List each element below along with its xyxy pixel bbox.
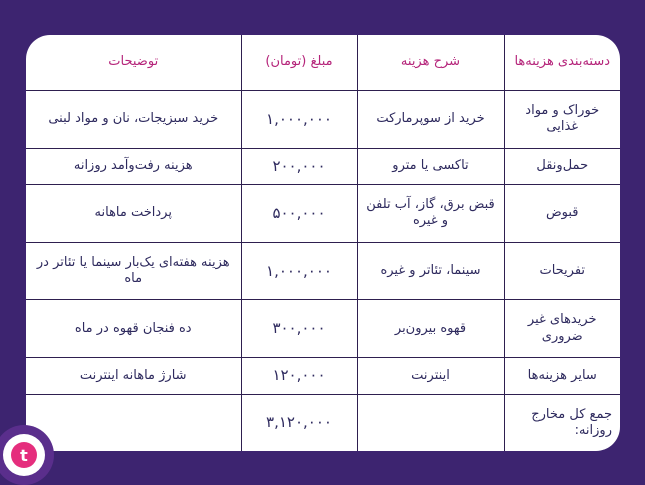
total-description [357,394,504,451]
table-row [26,185,620,243]
brand-logo-icon: t [11,442,37,468]
cell-amount: ۱,۰۰۰,۰۰۰ [241,91,357,149]
table-row [26,300,620,358]
total-row [26,394,620,451]
expense-table [26,35,620,451]
cell-category: خوراک و مواد غذایی [504,91,620,149]
cell-description: قهوه بیرون‌بر [357,300,504,358]
table-header-row [26,35,620,91]
cell-description: خرید از سوپرمارکت [357,91,504,149]
total-label: جمع کل مخارج روزانه: [504,394,620,451]
cell-description: قبض برق، گاز، آب تلفن و غیره [357,185,504,243]
total-amount: ۳,۱۲۰,۰۰۰ [241,394,357,451]
table-row [26,358,620,395]
cell-description: تاکسی یا مترو [357,148,504,185]
cell-description: اینترنت [357,358,504,395]
cell-category: خریدهای غیر ضروری [504,300,620,358]
table-row [26,148,620,185]
header-notes: توضیحات [26,35,241,91]
cell-notes: ده فنجان قهوه در ماه [26,300,241,358]
header-category: دسته‌بندی هزینه‌ها [504,35,620,91]
brand-logo [0,425,54,485]
expense-table-card [26,35,620,451]
cell-category: قبوض [504,185,620,243]
cell-notes: هزینه هفته‌ای یک‌بار سینما یا تئاتر در ماه [26,242,241,300]
table-row [26,91,620,149]
table-row [26,242,620,300]
cell-amount: ۱۲۰,۰۰۰ [241,358,357,395]
cell-notes: شارژ ماهانه اینترنت [26,358,241,395]
header-description: شرح هزینه [357,35,504,91]
brand-logo-ring [3,434,45,476]
cell-amount: ۵۰۰,۰۰۰ [241,185,357,243]
cell-description: سینما، تئاتر و غیره [357,242,504,300]
cell-notes: خرید سبزیجات، نان و مواد لبنی [26,91,241,149]
total-notes [26,394,241,451]
cell-category: تفریحات [504,242,620,300]
cell-notes: پرداخت ماهانه [26,185,241,243]
cell-category: سایر هزینه‌ها [504,358,620,395]
cell-notes: هزینه رفت‌وآمد روزانه [26,148,241,185]
cell-amount: ۳۰۰,۰۰۰ [241,300,357,358]
cell-amount: ۲۰۰,۰۰۰ [241,148,357,185]
cell-amount: ۱,۰۰۰,۰۰۰ [241,242,357,300]
cell-category: حمل‌ونقل [504,148,620,185]
header-amount: مبلغ (تومان) [241,35,357,91]
